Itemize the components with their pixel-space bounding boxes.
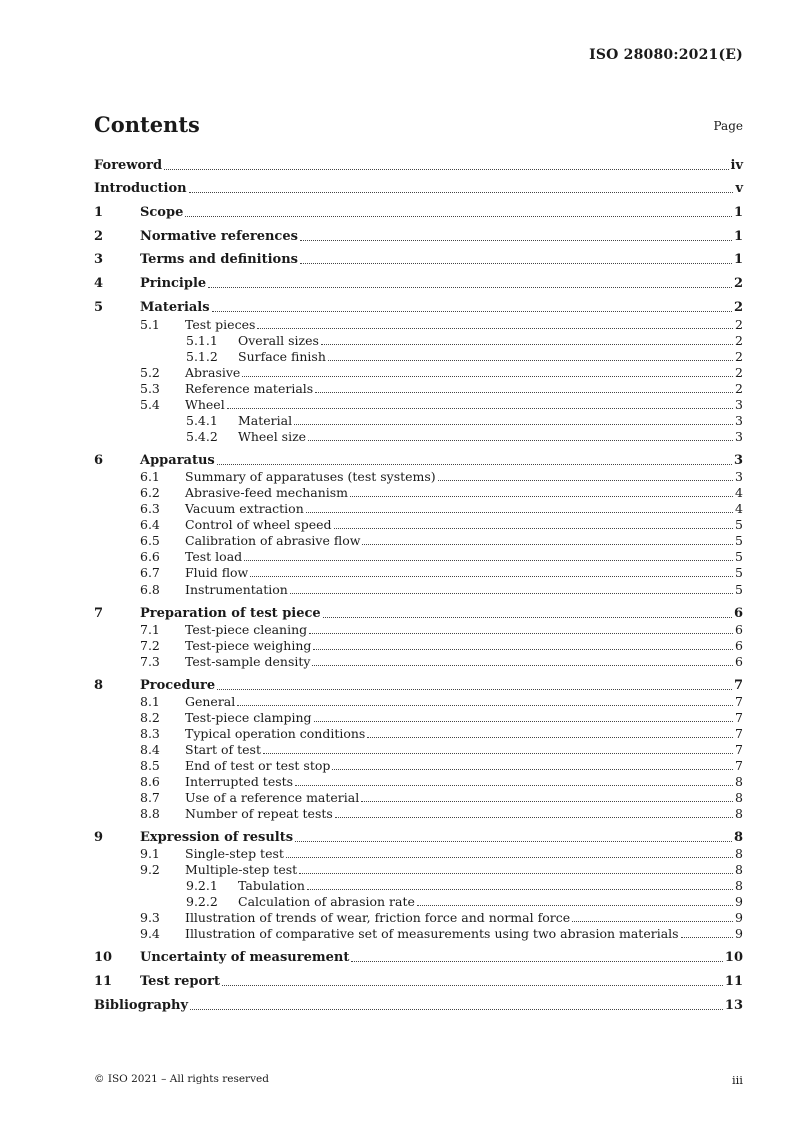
toc-entry-number: 6.8 xyxy=(140,582,160,597)
toc-entry-label: Principle xyxy=(140,276,207,291)
toc-entry-number: 5.1.2 xyxy=(186,349,218,364)
toc-entry-page: 8 xyxy=(735,862,743,877)
toc-dot-leader xyxy=(212,311,732,312)
toc-entry-number: 6.2 xyxy=(140,485,160,500)
toc-entry-page: 13 xyxy=(724,998,743,1013)
toc-entry[interactable] xyxy=(94,861,743,877)
toc-entry-label: Illustration of trends of wear, friction force and normal force xyxy=(185,910,571,925)
toc-entry-number: 8.7 xyxy=(140,790,160,805)
toc-entry-label: Single-step test xyxy=(185,846,284,861)
toc-dot-leader xyxy=(244,560,733,561)
toc-dot-leader xyxy=(242,376,733,377)
page-number: iii xyxy=(731,1073,743,1087)
toc-entry-label: Expression of results xyxy=(140,830,294,845)
toc-dot-leader xyxy=(313,649,733,650)
toc-entry[interactable] xyxy=(94,621,743,637)
toc-entry-page: 7 xyxy=(735,758,743,773)
toc-entry-label: Normative references xyxy=(140,229,298,244)
toc-entry-number: 6.1 xyxy=(140,469,160,484)
toc-entry-label: Abrasive-feed mechanism xyxy=(185,485,349,500)
toc-dot-leader xyxy=(323,617,732,618)
toc-entry-page: 10 xyxy=(724,950,743,965)
toc-entry-label: Bibliography xyxy=(94,998,189,1013)
toc-dot-leader xyxy=(334,528,734,529)
toc-entry-label: Introduction xyxy=(94,181,187,196)
toc-entry-page: 9 xyxy=(735,926,743,941)
toc-dot-leader xyxy=(332,769,733,770)
toc-entry-number: 7.2 xyxy=(140,638,160,653)
toc-entry-label: Test pieces xyxy=(185,317,256,332)
toc-entry-label: Summary of apparatuses (test systems) xyxy=(185,469,436,484)
toc-entry-label: Wheel xyxy=(185,397,225,412)
toc-entry-label: Interrupted tests xyxy=(185,774,294,789)
toc-entry-label: Tabulation xyxy=(238,878,305,893)
toc-entry[interactable] xyxy=(94,693,743,709)
toc-entry-label: Illustration of comparative set of measurements using two abrasion materials xyxy=(185,926,679,941)
toc-entry[interactable] xyxy=(94,949,743,965)
toc-entry[interactable] xyxy=(94,725,743,741)
toc-entry-page: 2 xyxy=(733,300,743,315)
toc-entry-label: Number of repeat tests xyxy=(185,806,333,821)
toc-entry[interactable] xyxy=(94,829,743,845)
toc-entry-page: 5 xyxy=(735,549,743,564)
toc-entry-number: 1 xyxy=(94,205,104,220)
toc-entry-page: 5 xyxy=(735,517,743,532)
toc-entry-label: Test-sample density xyxy=(185,654,311,669)
toc-entry-page: 3 xyxy=(735,413,743,428)
toc-dot-leader xyxy=(185,216,732,217)
toc-entry[interactable] xyxy=(94,180,743,196)
toc-entry-label: Wheel size xyxy=(238,429,307,444)
toc-entry-label: Uncertainty of measurement xyxy=(140,950,350,965)
toc-entry-number: 6.4 xyxy=(140,517,160,532)
toc-entry-page: 8 xyxy=(735,878,743,893)
toc-entry[interactable] xyxy=(94,773,743,789)
toc-entry-label: Calculation of abrasion rate xyxy=(238,894,415,909)
toc-entry[interactable] xyxy=(94,516,743,532)
toc-entry-label: Typical operation conditions xyxy=(185,726,366,741)
toc-entry-number: 8 xyxy=(94,678,104,693)
toc-dot-leader xyxy=(300,240,732,241)
toc-entry-number: 6.3 xyxy=(140,501,160,516)
toc-dot-leader xyxy=(307,889,733,890)
toc-dot-leader xyxy=(321,344,733,345)
toc-entry-label: Material xyxy=(238,413,293,428)
toc-entry-number: 9.2 xyxy=(140,862,160,877)
toc-entry[interactable] xyxy=(94,973,743,989)
toc-dot-leader xyxy=(681,937,733,938)
toc-entry-page: 2 xyxy=(735,349,743,364)
toc-dot-leader xyxy=(362,544,733,545)
toc-entry-number: 5.1 xyxy=(140,317,160,332)
toc-entry-page: 6 xyxy=(733,606,743,621)
toc-entry-label: Test load xyxy=(185,549,243,564)
toc-entry-number: 6.5 xyxy=(140,533,160,548)
toc-entry-page: 2 xyxy=(735,333,743,348)
toc-entry-page: 8 xyxy=(735,790,743,805)
toc-entry-page: 7 xyxy=(733,678,743,693)
toc-entry-page: 3 xyxy=(735,469,743,484)
toc-entry-label: Instrumentation xyxy=(185,582,288,597)
toc-entry-label: Abrasive xyxy=(185,365,241,380)
toc-entry-number: 8.5 xyxy=(140,758,160,773)
toc-dot-leader xyxy=(367,737,733,738)
toc-entry-page: 8 xyxy=(735,774,743,789)
toc-entry-label: Apparatus xyxy=(140,453,215,468)
toc-entry-number: 4 xyxy=(94,276,104,291)
toc-dot-leader xyxy=(190,1009,723,1010)
toc-entry[interactable] xyxy=(94,396,743,412)
toc-entry[interactable] xyxy=(94,741,743,757)
toc-dot-leader xyxy=(208,287,732,288)
toc-entry-page: 1 xyxy=(733,205,743,220)
toc-entry-page: 9 xyxy=(735,894,743,909)
toc-dot-leader xyxy=(312,665,733,666)
toc-entry-number: 9.1 xyxy=(140,846,160,861)
toc-entry-number: 7 xyxy=(94,606,104,621)
toc-entry-number: 5.4.1 xyxy=(186,413,218,428)
toc-entry-page: 6 xyxy=(735,622,743,637)
page-title: Contents xyxy=(94,112,200,137)
toc-entry-number: 9.3 xyxy=(140,910,160,925)
toc-entry-number: 9.4 xyxy=(140,926,160,941)
toc-dot-leader xyxy=(250,576,733,577)
toc-entry-number: 5.3 xyxy=(140,381,160,396)
toc-entry-label: Vacuum extraction xyxy=(185,501,304,516)
toc-entry-number: 2 xyxy=(94,229,104,244)
toc-entry-page: 8 xyxy=(735,806,743,821)
toc-entry-label: Use of a reference material xyxy=(185,790,360,805)
toc-entry[interactable] xyxy=(94,316,743,332)
toc-entry-page: v xyxy=(735,181,743,196)
toc-entry[interactable] xyxy=(94,637,743,653)
toc-entry[interactable] xyxy=(94,548,743,564)
toc-entry-page: 4 xyxy=(735,485,743,500)
toc-dot-leader xyxy=(286,857,733,858)
toc-entry[interactable] xyxy=(94,997,743,1013)
toc-entry-number: 8.3 xyxy=(140,726,160,741)
toc-entry[interactable] xyxy=(94,452,743,468)
toc-dot-leader xyxy=(189,192,734,193)
toc-entry-page: 5 xyxy=(735,582,743,597)
toc-entry-page: 1 xyxy=(733,252,743,267)
toc-entry-number: 5 xyxy=(94,300,104,315)
toc-entry-number: 8.8 xyxy=(140,806,160,821)
toc-entry-page: 2 xyxy=(733,276,743,291)
document-code: ISO 28080:2021(E) xyxy=(589,47,743,63)
toc-entry-label: Test-piece weighing xyxy=(185,638,312,653)
toc-entry-number: 3 xyxy=(94,252,104,267)
toc-entry-page: 5 xyxy=(735,565,743,580)
toc-entry-number: 5.4.2 xyxy=(186,429,218,444)
toc-entry[interactable] xyxy=(94,299,743,315)
toc-entry-number: 7.3 xyxy=(140,654,160,669)
toc-entry[interactable] xyxy=(94,581,743,597)
toc-dot-leader xyxy=(335,817,733,818)
toc-dot-leader xyxy=(308,440,733,441)
toc-entry-label: Calibration of abrasive flow xyxy=(185,533,361,548)
toc-entry-number: 10 xyxy=(94,950,113,965)
toc-entry-label: Surface finish xyxy=(238,349,326,364)
toc-entry[interactable] xyxy=(94,412,743,428)
toc-entry-page: 6 xyxy=(735,654,743,669)
toc-dot-leader xyxy=(217,464,732,465)
toc-entry-page: 9 xyxy=(735,910,743,925)
toc-dot-leader xyxy=(351,961,723,962)
toc-dot-leader xyxy=(314,721,733,722)
toc-entry-number: 8.4 xyxy=(140,742,160,757)
toc-entry-page: 8 xyxy=(735,846,743,861)
toc-entry[interactable] xyxy=(94,709,743,725)
toc-entry-number: 6 xyxy=(94,453,104,468)
toc-entry-page: 8 xyxy=(733,830,743,845)
toc-entry[interactable] xyxy=(94,348,743,364)
toc-entry-label: Start of test xyxy=(185,742,261,757)
toc-entry-number: 9 xyxy=(94,830,104,845)
toc-dot-leader xyxy=(295,785,733,786)
toc-entry-page: 7 xyxy=(735,742,743,757)
toc-dot-leader xyxy=(315,392,733,393)
toc-entry-label: Overall sizes xyxy=(238,333,319,348)
toc-entry[interactable] xyxy=(94,893,743,909)
toc-dot-leader xyxy=(300,263,732,264)
toc-entry-label: Preparation of test piece xyxy=(140,606,321,621)
page-column-label: Page xyxy=(713,119,743,133)
toc-entry-page: 7 xyxy=(735,694,743,709)
toc-entry[interactable] xyxy=(94,653,743,669)
toc-dot-leader xyxy=(257,328,733,329)
toc-entry-number: 9.2.2 xyxy=(186,894,218,909)
toc-entry-number: 8.6 xyxy=(140,774,160,789)
toc-dot-leader xyxy=(572,921,733,922)
toc-entry[interactable] xyxy=(94,877,743,893)
toc-entry[interactable] xyxy=(94,677,743,693)
toc-entry-label: Multiple-step test xyxy=(185,862,298,877)
toc-entry-label: Materials xyxy=(140,300,210,315)
toc-dot-leader xyxy=(164,169,728,170)
toc-entry-number: 11 xyxy=(94,974,113,989)
toc-entry[interactable] xyxy=(94,428,743,444)
toc-entry[interactable] xyxy=(94,500,743,516)
toc-entry-page: iv xyxy=(730,158,743,173)
toc-entry[interactable] xyxy=(94,332,743,348)
toc-entry[interactable] xyxy=(94,564,743,580)
toc-dot-leader xyxy=(263,753,733,754)
toc-entry-page: 7 xyxy=(735,726,743,741)
toc-dot-leader xyxy=(306,512,733,513)
toc-entry-label: Test-piece cleaning xyxy=(185,622,308,637)
toc-entry[interactable] xyxy=(94,909,743,925)
toc-dot-leader xyxy=(222,985,723,986)
toc-entry[interactable] xyxy=(94,364,743,380)
toc-entry[interactable] xyxy=(94,157,743,173)
toc-dot-leader xyxy=(328,360,733,361)
toc-dot-leader xyxy=(309,633,733,634)
toc-dot-leader xyxy=(217,689,732,690)
toc-entry-page: 2 xyxy=(735,317,743,332)
toc-entry-page: 2 xyxy=(735,365,743,380)
toc-dot-leader xyxy=(350,496,733,497)
toc-entry[interactable] xyxy=(94,204,743,220)
toc-dot-leader xyxy=(361,801,733,802)
toc-dot-leader xyxy=(290,593,733,594)
toc-entry-label: Control of wheel speed xyxy=(185,517,332,532)
toc-dot-leader xyxy=(237,705,733,706)
toc-entry[interactable] xyxy=(94,925,743,941)
copyright-notice: © ISO 2021 – All rights reserved xyxy=(94,1073,269,1085)
toc-entry-label: Reference materials xyxy=(185,381,314,396)
toc-entry-page: 4 xyxy=(735,501,743,516)
toc-entry[interactable] xyxy=(94,380,743,396)
toc-entry-page: 1 xyxy=(733,229,743,244)
toc-entry-page: 3 xyxy=(733,453,743,468)
toc-entry-page: 5 xyxy=(735,533,743,548)
toc-entry-number: 8.1 xyxy=(140,694,160,709)
toc-entry-page: 7 xyxy=(735,710,743,725)
toc-entry-page: 6 xyxy=(735,638,743,653)
toc-entry[interactable] xyxy=(94,251,743,267)
toc-dot-leader xyxy=(299,873,733,874)
toc-entry-label: Procedure xyxy=(140,678,216,693)
toc-entry-page: 3 xyxy=(735,397,743,412)
toc-entry-label: Test-piece clamping xyxy=(185,710,312,725)
toc-entry-page: 3 xyxy=(735,429,743,444)
toc-dot-leader xyxy=(417,905,733,906)
toc-entry[interactable] xyxy=(94,845,743,861)
toc-entry-number: 5.4 xyxy=(140,397,160,412)
toc-entry-label: Terms and definitions xyxy=(140,252,298,267)
toc-entry-label: Fluid flow xyxy=(185,565,249,580)
toc-entry-number: 6.7 xyxy=(140,565,160,580)
toc-entry[interactable] xyxy=(94,468,743,484)
toc-entry[interactable] xyxy=(94,228,743,244)
toc-entry[interactable] xyxy=(94,532,743,548)
toc-entry-number: 5.1.1 xyxy=(186,333,218,348)
toc-dot-leader xyxy=(295,841,732,842)
toc-dot-leader xyxy=(227,408,733,409)
toc-entry-number: 6.6 xyxy=(140,549,160,564)
toc-entry-number: 8.2 xyxy=(140,710,160,725)
toc-entry[interactable] xyxy=(94,757,743,773)
toc-entry[interactable] xyxy=(94,789,743,805)
toc-entry[interactable] xyxy=(94,484,743,500)
toc-dot-leader xyxy=(438,480,733,481)
toc-entry-label: End of test or test stop xyxy=(185,758,331,773)
toc-dot-leader xyxy=(294,424,733,425)
toc-entry-label: Foreword xyxy=(94,158,163,173)
toc-entry-label: Scope xyxy=(140,205,184,220)
toc-entry-number: 9.2.1 xyxy=(186,878,218,893)
toc-entry-number: 7.1 xyxy=(140,622,160,637)
toc-entry-number: 5.2 xyxy=(140,365,160,380)
toc-entry[interactable] xyxy=(94,605,743,621)
toc-entry-page: 11 xyxy=(724,974,743,989)
toc-entry-page: 2 xyxy=(735,381,743,396)
toc-entry-label: Test report xyxy=(140,974,221,989)
toc-entry[interactable] xyxy=(94,805,743,821)
toc-entry-label: General xyxy=(185,694,236,709)
toc-entry[interactable] xyxy=(94,275,743,291)
